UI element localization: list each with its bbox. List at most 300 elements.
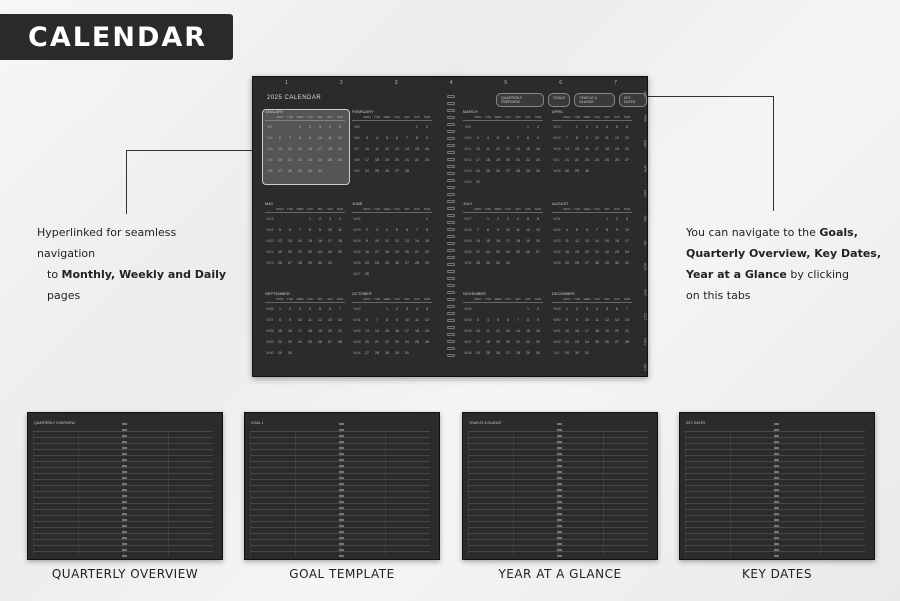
day-cell[interactable]: 1 xyxy=(426,216,428,221)
day-cell[interactable]: 3 xyxy=(477,317,479,322)
day-cell[interactable]: 30 xyxy=(585,168,589,173)
day-cell[interactable]: 24 xyxy=(476,168,480,173)
week-row[interactable] xyxy=(352,246,432,257)
day-cell[interactable]: 25 xyxy=(486,168,490,173)
week-row[interactable] xyxy=(552,154,632,165)
day-cell[interactable]: 2 xyxy=(576,306,578,311)
day-cell[interactable]: 1 xyxy=(487,216,489,221)
side-tab-jan[interactable]: JAN xyxy=(643,91,647,98)
day-cell[interactable]: 21 xyxy=(476,249,480,254)
day-cell[interactable]: 24 xyxy=(328,249,332,254)
day-cell[interactable]: 1 xyxy=(527,306,529,311)
day-cell[interactable]: 20 xyxy=(328,328,332,333)
day-cell[interactable]: 5 xyxy=(279,227,281,232)
week-row[interactable] xyxy=(265,347,345,358)
day-cell[interactable]: 26 xyxy=(605,339,609,344)
day-cell[interactable]: 12 xyxy=(605,317,609,322)
day-cell[interactable]: 6 xyxy=(406,227,408,232)
day-cell[interactable]: 18 xyxy=(338,238,342,243)
week-row[interactable] xyxy=(463,246,543,257)
day-cell[interactable]: 19 xyxy=(318,328,322,333)
day-cell[interactable]: 20 xyxy=(585,249,589,254)
day-cell[interactable]: 17 xyxy=(375,249,379,254)
day-cell[interactable]: 9 xyxy=(426,135,428,140)
day-cell[interactable]: 30 xyxy=(365,271,369,276)
day-cell[interactable]: 8 xyxy=(576,135,578,140)
day-cell[interactable]: 9 xyxy=(309,135,311,140)
day-cell[interactable]: 22 xyxy=(415,157,419,162)
day-cell[interactable]: 5 xyxy=(527,216,529,221)
day-cell[interactable]: 20 xyxy=(395,157,399,162)
day-cell[interactable]: 16 xyxy=(288,328,292,333)
day-cell[interactable]: 14 xyxy=(288,146,292,151)
day-cell[interactable]: 4 xyxy=(487,317,489,322)
day-cell[interactable]: 26 xyxy=(425,339,429,344)
day-cell[interactable]: 23 xyxy=(288,339,292,344)
week-row[interactable] xyxy=(552,213,632,224)
day-cell[interactable]: 22 xyxy=(385,339,389,344)
day-cell[interactable]: 8 xyxy=(606,227,608,232)
day-cell[interactable]: 30 xyxy=(536,350,540,355)
day-cell[interactable]: 21 xyxy=(405,157,409,162)
day-cell[interactable]: 16 xyxy=(318,238,322,243)
day-cell[interactable]: 11 xyxy=(565,238,569,243)
week-row[interactable] xyxy=(463,347,543,358)
week-row[interactable] xyxy=(352,132,432,143)
day-cell[interactable]: 25 xyxy=(605,157,609,162)
day-cell[interactable]: 10 xyxy=(405,317,409,322)
day-cell[interactable]: 17 xyxy=(595,146,599,151)
day-cell[interactable]: 18 xyxy=(328,146,332,151)
week-row[interactable] xyxy=(463,165,543,176)
day-cell[interactable]: 9 xyxy=(289,317,291,322)
day-cell[interactable]: 17 xyxy=(405,328,409,333)
day-cell[interactable]: 15 xyxy=(385,328,389,333)
day-cell[interactable]: 13 xyxy=(288,238,292,243)
day-cell[interactable]: 23 xyxy=(536,157,540,162)
month-july[interactable] xyxy=(463,201,543,268)
week-row[interactable] xyxy=(265,257,345,268)
day-cell[interactable]: 9 xyxy=(576,317,578,322)
day-cell[interactable]: 21 xyxy=(298,249,302,254)
day-cell[interactable]: 7 xyxy=(289,135,291,140)
month-may[interactable] xyxy=(265,201,345,268)
day-cell[interactable]: 21 xyxy=(288,157,292,162)
day-cell[interactable]: 18 xyxy=(595,328,599,333)
day-cell[interactable]: 31 xyxy=(405,350,409,355)
day-cell[interactable]: 21 xyxy=(516,339,520,344)
day-cell[interactable]: 6 xyxy=(626,124,628,129)
day-cell[interactable]: 13 xyxy=(536,227,540,232)
tab-quarterly-overview[interactable]: QUARTERLY OVERVIEW xyxy=(496,93,544,107)
day-cell[interactable]: 8 xyxy=(487,227,489,232)
day-cell[interactable]: 3 xyxy=(596,124,598,129)
day-cell[interactable]: 2 xyxy=(366,227,368,232)
day-cell[interactable]: 13 xyxy=(585,238,589,243)
day-cell[interactable]: 26 xyxy=(278,260,282,265)
day-cell[interactable]: 19 xyxy=(615,146,619,151)
day-cell[interactable]: 11 xyxy=(516,227,520,232)
day-cell[interactable]: 31 xyxy=(506,260,510,265)
tab-year-at-a-glance[interactable]: YEAR AT A GLANCE xyxy=(574,93,615,107)
day-cell[interactable]: 14 xyxy=(476,238,480,243)
day-cell[interactable]: 4 xyxy=(606,124,608,129)
day-cell[interactable]: 27 xyxy=(615,339,619,344)
day-cell[interactable]: 28 xyxy=(595,260,599,265)
day-cell[interactable]: 30 xyxy=(395,350,399,355)
day-cell[interactable]: 7 xyxy=(339,306,341,311)
day-cell[interactable]: 29 xyxy=(526,350,530,355)
month-october[interactable] xyxy=(352,291,432,358)
month-november[interactable] xyxy=(463,291,543,358)
day-cell[interactable]: 18 xyxy=(385,249,389,254)
day-cell[interactable]: 17 xyxy=(476,157,480,162)
day-cell[interactable]: 6 xyxy=(279,135,281,140)
day-cell[interactable]: 28 xyxy=(625,339,629,344)
day-cell[interactable]: 12 xyxy=(278,238,282,243)
day-cell[interactable]: 2 xyxy=(616,216,618,221)
day-cell[interactable]: 6 xyxy=(507,135,509,140)
day-cell[interactable]: 17 xyxy=(328,238,332,243)
day-cell[interactable]: 30 xyxy=(575,350,579,355)
day-cell[interactable]: 1 xyxy=(279,306,281,311)
day-cell[interactable]: 31 xyxy=(318,168,322,173)
day-cell[interactable]: 15 xyxy=(425,238,429,243)
day-cell[interactable]: 20 xyxy=(405,249,409,254)
day-cell[interactable]: 1 xyxy=(309,216,311,221)
day-cell[interactable]: 15 xyxy=(298,146,302,151)
day-cell[interactable]: 22 xyxy=(425,249,429,254)
week-row[interactable] xyxy=(552,303,632,314)
day-cell[interactable]: 22 xyxy=(486,249,490,254)
day-cell[interactable]: 12 xyxy=(526,227,530,232)
day-cell[interactable]: 1 xyxy=(386,306,388,311)
week-row[interactable] xyxy=(265,314,345,325)
week-row[interactable] xyxy=(463,121,543,132)
day-cell[interactable]: 4 xyxy=(329,124,331,129)
day-cell[interactable]: 29 xyxy=(278,350,282,355)
day-cell[interactable]: 14 xyxy=(516,328,520,333)
month-april[interactable] xyxy=(552,109,632,176)
day-cell[interactable]: 11 xyxy=(385,238,389,243)
top-nav-2[interactable]: 2 xyxy=(339,80,343,86)
week-row[interactable] xyxy=(463,176,543,187)
day-cell[interactable]: 12 xyxy=(395,238,399,243)
top-nav-6[interactable]: 6 xyxy=(559,80,563,86)
day-cell[interactable]: 27 xyxy=(395,168,399,173)
day-cell[interactable]: 26 xyxy=(575,260,579,265)
month-june[interactable] xyxy=(352,201,432,279)
day-cell[interactable]: 3 xyxy=(366,135,368,140)
day-cell[interactable]: 19 xyxy=(385,157,389,162)
day-cell[interactable]: 30 xyxy=(615,260,619,265)
week-row[interactable] xyxy=(265,246,345,257)
day-cell[interactable]: 15 xyxy=(308,238,312,243)
day-cell[interactable]: 16 xyxy=(365,249,369,254)
day-cell[interactable]: 13 xyxy=(405,238,409,243)
week-row[interactable] xyxy=(265,213,345,224)
day-cell[interactable]: 26 xyxy=(496,168,500,173)
day-cell[interactable]: 10 xyxy=(595,135,599,140)
day-cell[interactable]: 22 xyxy=(526,157,530,162)
day-cell[interactable]: 2 xyxy=(586,124,588,129)
week-row[interactable] xyxy=(352,325,432,336)
month-december[interactable] xyxy=(552,291,632,358)
day-cell[interactable]: 8 xyxy=(527,317,529,322)
day-cell[interactable]: 12 xyxy=(615,135,619,140)
day-cell[interactable]: 7 xyxy=(376,317,378,322)
day-cell[interactable]: 7 xyxy=(299,227,301,232)
week-row[interactable] xyxy=(463,325,543,336)
day-cell[interactable]: 11 xyxy=(486,146,490,151)
day-cell[interactable]: 16 xyxy=(496,238,500,243)
day-cell[interactable]: 25 xyxy=(308,339,312,344)
day-cell[interactable]: 17 xyxy=(506,238,510,243)
week-row[interactable] xyxy=(552,257,632,268)
day-cell[interactable]: 5 xyxy=(426,306,428,311)
day-cell[interactable]: 14 xyxy=(298,238,302,243)
day-cell[interactable]: 1 xyxy=(576,124,578,129)
day-cell[interactable]: 7 xyxy=(566,135,568,140)
side-tab-apr[interactable]: APR xyxy=(643,165,647,173)
tab-goals[interactable]: GOALS xyxy=(548,93,570,107)
day-cell[interactable]: 13 xyxy=(365,328,369,333)
day-cell[interactable]: 20 xyxy=(288,249,292,254)
side-tab-jun[interactable]: JUN xyxy=(643,215,647,222)
week-row[interactable] xyxy=(352,336,432,347)
week-row[interactable] xyxy=(463,154,543,165)
day-cell[interactable]: 6 xyxy=(586,227,588,232)
day-cell[interactable]: 21 xyxy=(338,328,342,333)
day-cell[interactable]: 3 xyxy=(319,124,321,129)
day-cell[interactable]: 6 xyxy=(507,317,509,322)
day-cell[interactable]: 18 xyxy=(308,328,312,333)
day-cell[interactable]: 27 xyxy=(365,350,369,355)
day-cell[interactable]: 11 xyxy=(375,146,379,151)
day-cell[interactable]: 3 xyxy=(507,216,509,221)
day-cell[interactable]: 24 xyxy=(625,249,629,254)
day-cell[interactable]: 5 xyxy=(339,124,341,129)
day-cell[interactable]: 31 xyxy=(585,350,589,355)
day-cell[interactable]: 1 xyxy=(299,124,301,129)
day-cell[interactable]: 12 xyxy=(575,238,579,243)
week-row[interactable] xyxy=(552,224,632,235)
day-cell[interactable]: 10 xyxy=(298,317,302,322)
day-cell[interactable]: 3 xyxy=(376,227,378,232)
day-cell[interactable]: 2 xyxy=(289,306,291,311)
day-cell[interactable]: 21 xyxy=(565,157,569,162)
day-cell[interactable]: 3 xyxy=(329,216,331,221)
day-cell[interactable]: 14 xyxy=(415,238,419,243)
day-cell[interactable]: 30 xyxy=(308,168,312,173)
day-cell[interactable]: 23 xyxy=(615,249,619,254)
day-cell[interactable]: 28 xyxy=(565,168,569,173)
day-cell[interactable]: 12 xyxy=(338,135,342,140)
day-cell[interactable]: 10 xyxy=(476,146,480,151)
day-cell[interactable]: 28 xyxy=(375,350,379,355)
day-cell[interactable]: 11 xyxy=(595,317,599,322)
side-tab-aug[interactable]: AUG xyxy=(643,263,647,271)
day-cell[interactable]: 2 xyxy=(537,124,539,129)
day-cell[interactable]: 29 xyxy=(565,350,569,355)
week-row[interactable] xyxy=(352,224,432,235)
day-cell[interactable]: 2 xyxy=(426,124,428,129)
week-row[interactable] xyxy=(463,235,543,246)
day-cell[interactable]: 22 xyxy=(575,157,579,162)
day-cell[interactable]: 11 xyxy=(328,135,332,140)
day-cell[interactable]: 23 xyxy=(365,260,369,265)
day-cell[interactable]: 5 xyxy=(396,227,398,232)
day-cell[interactable]: 15 xyxy=(605,238,609,243)
day-cell[interactable]: 19 xyxy=(526,238,530,243)
day-cell[interactable]: 15 xyxy=(278,328,282,333)
top-nav-4[interactable]: 4 xyxy=(449,80,453,86)
day-cell[interactable]: 27 xyxy=(506,350,510,355)
day-cell[interactable]: 8 xyxy=(566,317,568,322)
day-cell[interactable]: 10 xyxy=(328,227,332,232)
day-cell[interactable]: 14 xyxy=(338,317,342,322)
week-row[interactable] xyxy=(352,314,432,325)
week-row[interactable] xyxy=(352,303,432,314)
day-cell[interactable]: 25 xyxy=(375,168,379,173)
week-row[interactable] xyxy=(552,143,632,154)
day-cell[interactable]: 16 xyxy=(536,146,540,151)
day-cell[interactable]: 15 xyxy=(486,238,490,243)
day-cell[interactable]: 27 xyxy=(288,260,292,265)
day-cell[interactable]: 27 xyxy=(278,168,282,173)
day-cell[interactable]: 17 xyxy=(318,146,322,151)
day-cell[interactable]: 3 xyxy=(586,306,588,311)
day-cell[interactable]: 16 xyxy=(308,146,312,151)
day-cell[interactable]: 3 xyxy=(299,306,301,311)
day-cell[interactable]: 22 xyxy=(298,157,302,162)
day-cell[interactable]: 7 xyxy=(416,227,418,232)
day-cell[interactable]: 12 xyxy=(385,146,389,151)
day-cell[interactable]: 19 xyxy=(278,249,282,254)
day-cell[interactable]: 18 xyxy=(486,157,490,162)
day-cell[interactable]: 23 xyxy=(585,157,589,162)
thumbnail-goal-template[interactable] xyxy=(244,412,440,560)
day-cell[interactable]: 7 xyxy=(626,306,628,311)
day-cell[interactable]: 24 xyxy=(595,157,599,162)
day-cell[interactable]: 23 xyxy=(395,339,399,344)
day-cell[interactable]: 16 xyxy=(615,238,619,243)
week-row[interactable] xyxy=(552,132,632,143)
day-cell[interactable]: 6 xyxy=(366,317,368,322)
day-cell[interactable]: 30 xyxy=(288,350,292,355)
day-cell[interactable]: 24 xyxy=(318,157,322,162)
day-cell[interactable]: 6 xyxy=(537,216,539,221)
week-row[interactable] xyxy=(463,336,543,347)
day-cell[interactable]: 4 xyxy=(566,227,568,232)
day-cell[interactable]: 28 xyxy=(516,168,520,173)
week-row[interactable] xyxy=(463,143,543,154)
day-cell[interactable]: 25 xyxy=(565,260,569,265)
day-cell[interactable]: 16 xyxy=(395,328,399,333)
week-row[interactable] xyxy=(552,121,632,132)
day-cell[interactable]: 14 xyxy=(405,146,409,151)
week-row[interactable] xyxy=(265,224,345,235)
day-cell[interactable]: 27 xyxy=(506,168,510,173)
week-row[interactable] xyxy=(352,268,432,279)
day-cell[interactable]: 18 xyxy=(516,238,520,243)
week-row[interactable] xyxy=(552,325,632,336)
day-cell[interactable]: 16 xyxy=(575,328,579,333)
day-cell[interactable]: 31 xyxy=(476,179,480,184)
day-cell[interactable]: 26 xyxy=(318,339,322,344)
day-cell[interactable]: 14 xyxy=(375,328,379,333)
day-cell[interactable]: 27 xyxy=(585,260,589,265)
day-cell[interactable]: 28 xyxy=(516,350,520,355)
day-cell[interactable]: 10 xyxy=(476,328,480,333)
thumbnail-key-dates[interactable] xyxy=(679,412,875,560)
day-cell[interactable]: 25 xyxy=(415,339,419,344)
day-cell[interactable]: 9 xyxy=(497,227,499,232)
day-cell[interactable]: 20 xyxy=(615,328,619,333)
day-cell[interactable]: 13 xyxy=(328,317,332,322)
day-cell[interactable]: 13 xyxy=(506,146,510,151)
day-cell[interactable]: 9 xyxy=(396,317,398,322)
day-cell[interactable]: 13 xyxy=(395,146,399,151)
day-cell[interactable]: 4 xyxy=(376,135,378,140)
day-cell[interactable]: 28 xyxy=(338,339,342,344)
day-cell[interactable]: 25 xyxy=(385,260,389,265)
day-cell[interactable]: 12 xyxy=(496,328,500,333)
day-cell[interactable]: 15 xyxy=(526,328,530,333)
day-cell[interactable]: 31 xyxy=(328,260,332,265)
month-september[interactable] xyxy=(265,291,345,358)
side-tab-jul[interactable]: JUL xyxy=(643,239,647,246)
top-nav-7[interactable]: 7 xyxy=(614,80,617,86)
day-cell[interactable]: 18 xyxy=(486,339,490,344)
week-row[interactable] xyxy=(552,165,632,176)
week-row[interactable] xyxy=(463,213,543,224)
thumbnail-year-at-a-glance[interactable] xyxy=(462,412,658,560)
week-row[interactable] xyxy=(463,314,543,325)
day-cell[interactable]: 20 xyxy=(536,238,540,243)
day-cell[interactable]: 16 xyxy=(536,328,540,333)
side-tab-may[interactable]: MAY xyxy=(643,190,647,198)
day-cell[interactable]: 23 xyxy=(308,157,312,162)
day-cell[interactable]: 5 xyxy=(616,124,618,129)
day-cell[interactable]: 20 xyxy=(506,339,510,344)
day-cell[interactable]: 13 xyxy=(615,317,619,322)
day-cell[interactable]: 23 xyxy=(575,339,579,344)
tab-key-dates[interactable]: KEY DATES xyxy=(619,93,647,107)
day-cell[interactable]: 22 xyxy=(565,339,569,344)
day-cell[interactable]: 8 xyxy=(527,135,529,140)
day-cell[interactable]: 20 xyxy=(278,157,282,162)
week-row[interactable] xyxy=(265,336,345,347)
top-nav-5[interactable]: 5 xyxy=(504,80,508,86)
day-cell[interactable]: 30 xyxy=(318,260,322,265)
day-cell[interactable]: 27 xyxy=(328,339,332,344)
day-cell[interactable]: 7 xyxy=(517,135,519,140)
week-row[interactable] xyxy=(352,213,432,224)
week-row[interactable] xyxy=(265,303,345,314)
day-cell[interactable]: 21 xyxy=(415,249,419,254)
day-cell[interactable]: 23 xyxy=(496,249,500,254)
day-cell[interactable]: 10 xyxy=(625,227,629,232)
day-cell[interactable]: 1 xyxy=(416,124,418,129)
day-cell[interactable]: 2 xyxy=(497,216,499,221)
day-cell[interactable]: 8 xyxy=(426,227,428,232)
day-cell[interactable]: 19 xyxy=(496,157,500,162)
day-cell[interactable]: 5 xyxy=(386,135,388,140)
day-cell[interactable]: 18 xyxy=(565,249,569,254)
day-cell[interactable]: 2 xyxy=(396,306,398,311)
day-cell[interactable]: 24 xyxy=(476,350,480,355)
